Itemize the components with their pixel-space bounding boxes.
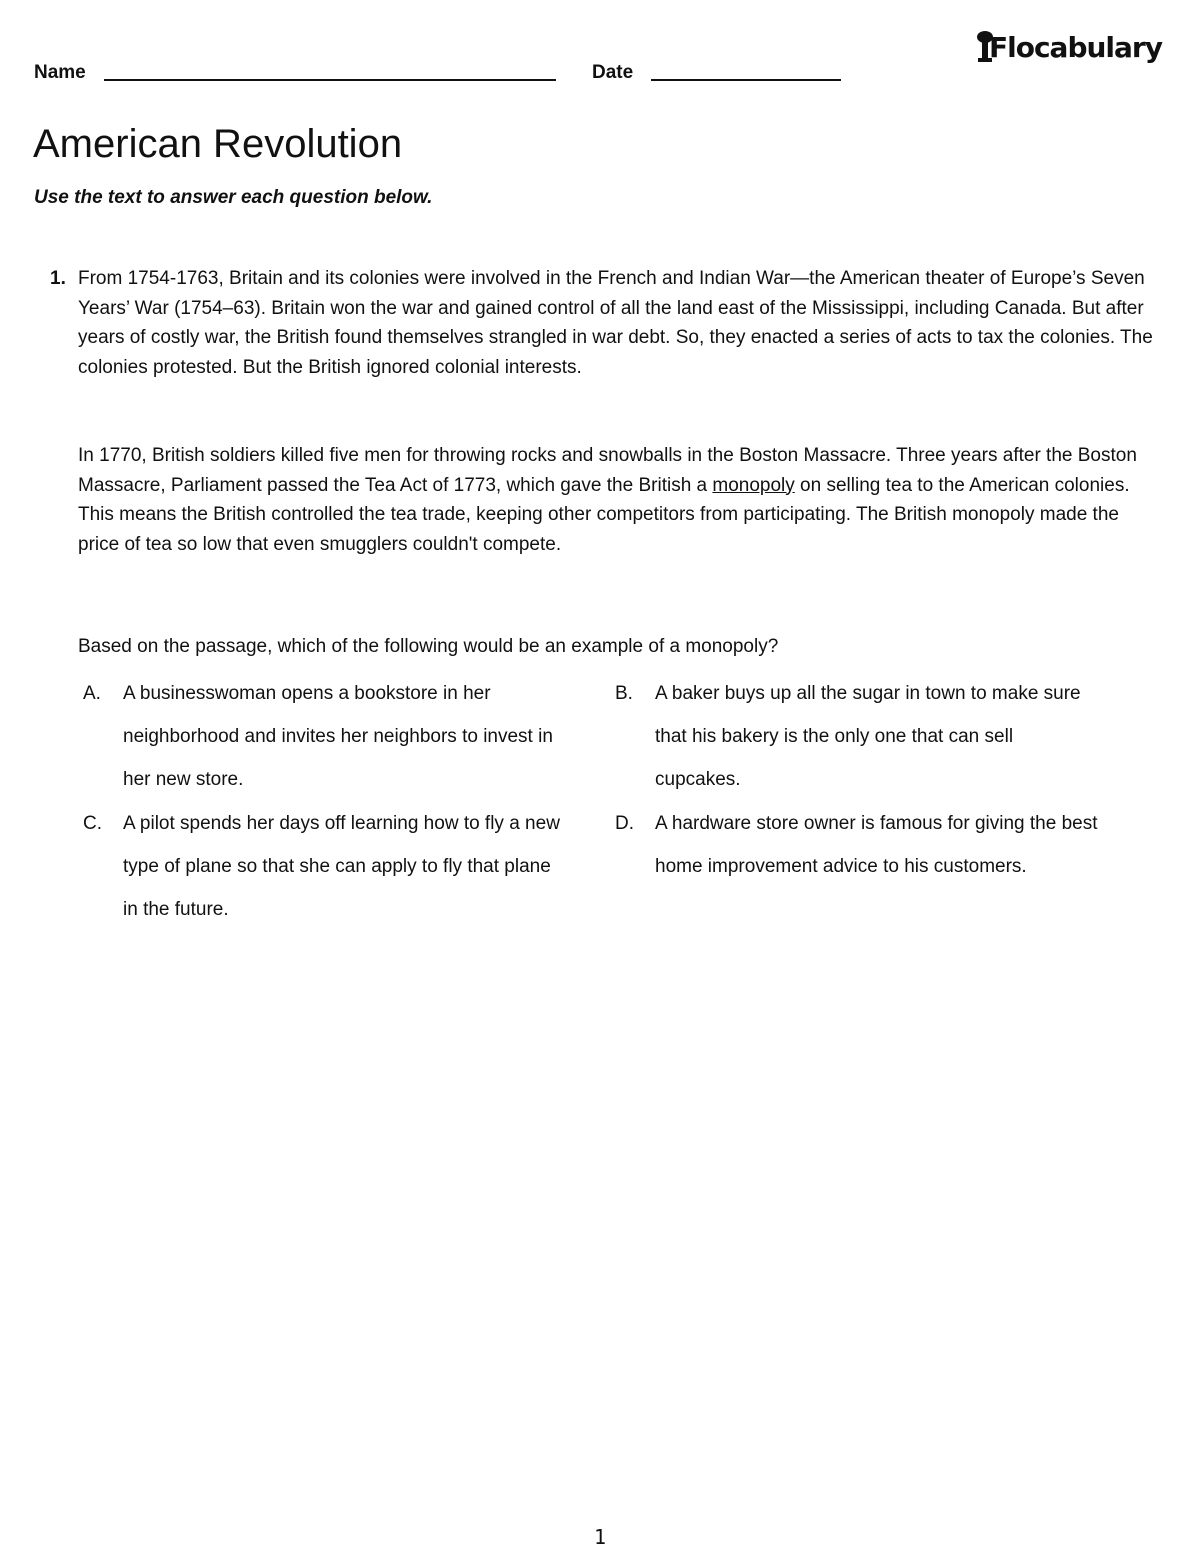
name-label: Name (34, 62, 86, 83)
choice-text: A baker buys up all the sugar in town to make sure that his bakery is the only one that can sell cupcakes. (655, 683, 1081, 790)
choice-letter: A. (83, 683, 101, 704)
passage-paragraph-2-text: In 1770, British soldiers killed five men for throwing rocks and snowballs in the Boston Massacre. Three years after the Boston Massacre, Parliament passed the Tea Act of 1773, which gave the British a (78, 445, 1137, 496)
question-number: 1. (50, 268, 66, 289)
name-field[interactable] (104, 79, 556, 81)
choice-text: A pilot spends her days off learning how to fly a new type of plane so that she can apply to fly that plane in the future. (123, 813, 560, 920)
vocabulary-term: monopoly (712, 474, 795, 496)
header-fields (34, 58, 854, 88)
choice-letter: D. (615, 813, 634, 834)
passage-paragraph-2 (78, 441, 1160, 559)
choice-text: A businesswoman opens a bookstore in her neighborhood and invites her neighbors to invest in her new store. (123, 683, 553, 790)
choice-letter: B. (615, 683, 633, 704)
passage-paragraph-2-text-end: on selling tea to the American colonies. This means the British controlled the tea trade, keeping other competitors from participating. The British monopoly made the price of tea so low that even smugglers couldn't compete. (78, 474, 1130, 555)
choice-letter: C. (83, 813, 102, 834)
date-field[interactable] (651, 79, 841, 81)
flocabulary-logo (975, 28, 1175, 70)
instructions: Use the text to answer each question below. (34, 187, 433, 208)
choice-text: A hardware store owner is famous for giving the best home improvement advice to his customers. (655, 813, 1098, 877)
question-prompt: Based on the passage, which of the following would be an example of a monopoly? (78, 636, 779, 657)
page-number: 1 (593, 1525, 607, 1549)
passage-paragraph-1: From 1754-1763, Britain and its colonies were involved in the French and Indian War—the American theater of Europe’s Seven Years’ War (1754–63). Britain won the war and gained control of all the land east of the Mississippi, including Canada. But after years of costly war, the British found themselves strangled in war debt. So, they enacted a series of acts to tax the colonies. The colonies protested. But the British ignored colonial interests. (78, 268, 1153, 378)
page-title: American Revolution (33, 122, 403, 166)
question-body (78, 264, 1160, 920)
logo-wordmark: Flocabulary (989, 31, 1162, 64)
date-label: Date (592, 62, 634, 83)
